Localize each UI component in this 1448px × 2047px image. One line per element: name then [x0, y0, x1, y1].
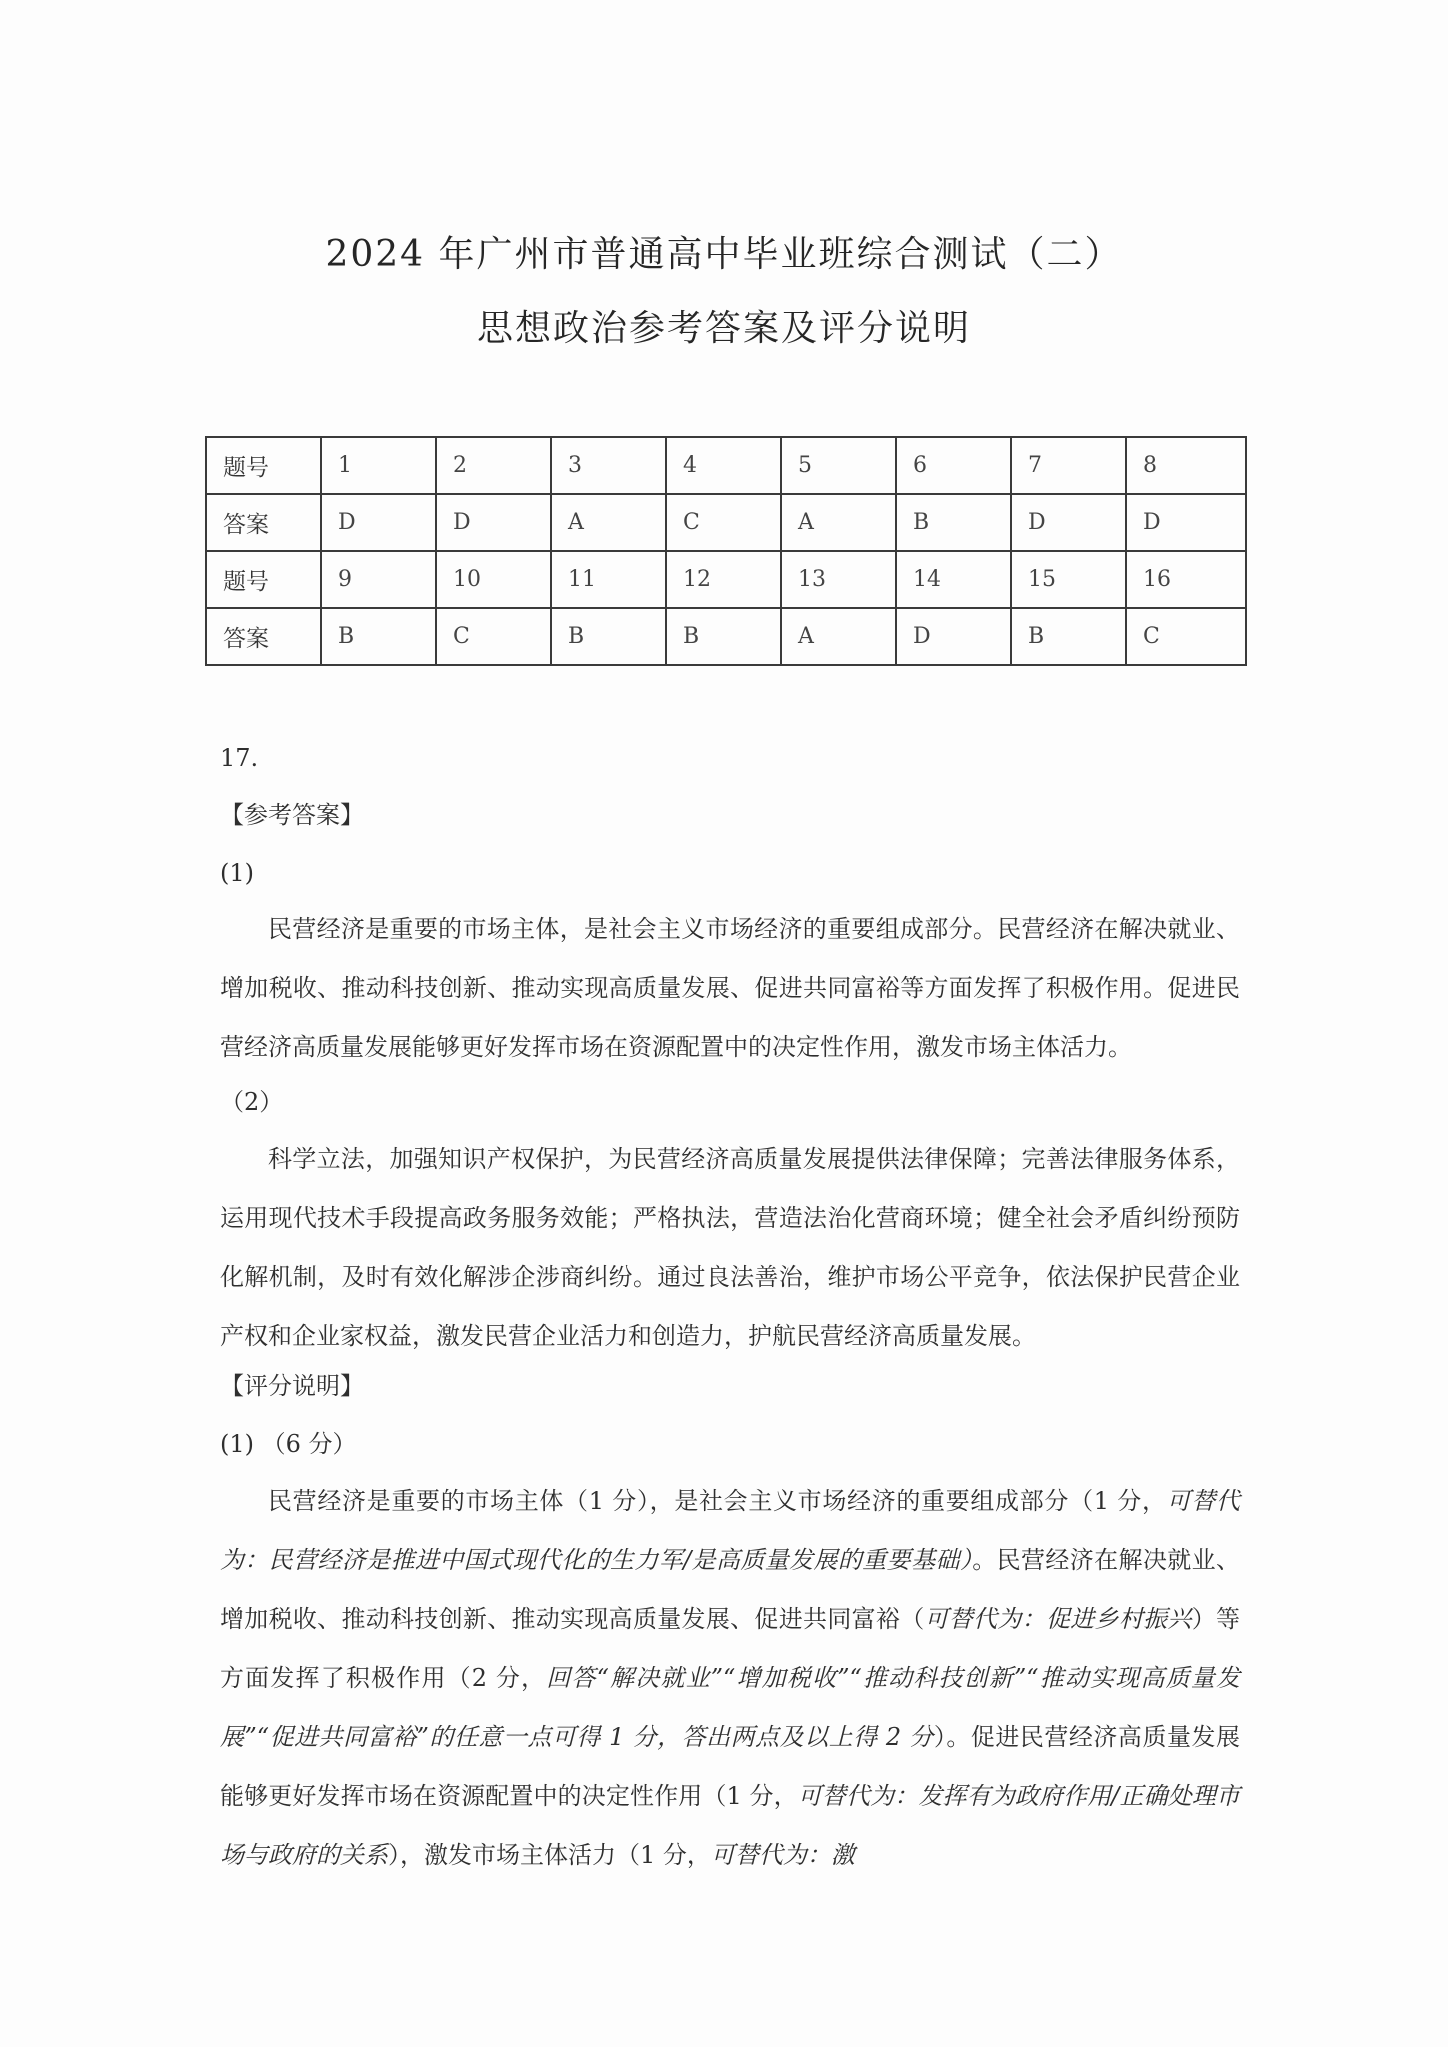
- table-cell: D: [1011, 494, 1126, 551]
- table-cell: 12: [666, 551, 781, 608]
- table-cell: 8: [1126, 437, 1246, 494]
- table-cell: B: [551, 608, 666, 665]
- table-cell: C: [436, 608, 551, 665]
- table-cell: 答案: [206, 494, 321, 551]
- table-cell: D: [321, 494, 436, 551]
- table-cell: 2: [436, 437, 551, 494]
- scoring-note: 回答“解决就业”“增加税收”“推动科技创新”“推动实现高质量发展”“促进共同富裕”的任意一点可得 1 分，答出两点及以上得 2 分: [220, 1664, 1240, 1751]
- table-cell: 3: [551, 437, 666, 494]
- table-cell: 题号: [206, 551, 321, 608]
- table-cell: 16: [1126, 551, 1246, 608]
- table-cell: 11: [551, 551, 666, 608]
- table-cell: 13: [781, 551, 896, 608]
- table-cell: 7: [1011, 437, 1126, 494]
- question-number: 17.: [220, 744, 259, 772]
- table-cell: 14: [896, 551, 1011, 608]
- scoring-text: 。民营经济在解决就业、增加税收、推动科技创新、推动实现高质量发展、促进共同富裕（: [220, 1546, 1240, 1633]
- answer-table: [205, 436, 1247, 666]
- table-cell: C: [666, 494, 781, 551]
- document-title: 2024 年广州市普通高中毕业班综合测试（二）: [325, 234, 1123, 275]
- table-cell: D: [436, 494, 551, 551]
- table-cell: A: [781, 494, 896, 551]
- table-cell: 9: [321, 551, 436, 608]
- table-row: [206, 494, 1246, 551]
- table-row: [206, 608, 1246, 665]
- part1-answer-paragraph: 民营经济是重要的市场主体，是社会主义市场经济的重要组成部分。民营经济在解决就业、增加税收、推动科技创新、推动实现高质量发展、促进共同富裕等方面发挥了积极作用。促进民营经济高质量发展能够更好发挥市场在资源配置中的决定性作用，激发市场主体活力。: [220, 915, 1240, 1061]
- document-subtitle: 思想政治参考答案及评分说明: [476, 308, 971, 349]
- scoring-text: ），激发市场主体活力（1 分，: [388, 1841, 711, 1869]
- reference-answer-heading: 【参考答案】: [220, 801, 364, 829]
- table-cell: B: [1011, 608, 1126, 665]
- table-cell: D: [896, 608, 1011, 665]
- table-cell: A: [551, 494, 666, 551]
- table-cell: A: [781, 608, 896, 665]
- table-cell: 答案: [206, 608, 321, 665]
- scoring-paragraph: [220, 1472, 1240, 1885]
- scoring-text: 民营经济是重要的市场主体（1 分），是社会主义市场经济的重要组成部分（1 分，: [268, 1487, 1167, 1515]
- scoring-alternative: 可替代为：民营经济是推进中国式现代化的生力军/是高质量发展的重要基础）: [220, 1487, 1240, 1574]
- table-cell: 6: [896, 437, 1011, 494]
- scoring-alternative: 可替代为：促进乡村振兴: [924, 1605, 1192, 1633]
- table-cell: B: [896, 494, 1011, 551]
- scoring-alternative: 可替代为：激: [710, 1841, 855, 1869]
- table-row: [206, 551, 1246, 608]
- table-cell: 10: [436, 551, 551, 608]
- table-cell: D: [1126, 494, 1246, 551]
- table-cell: 题号: [206, 437, 321, 494]
- scoring-text: ）等方面发挥了积极作用（2 分，: [220, 1605, 1241, 1692]
- table-cell: B: [666, 608, 781, 665]
- table-cell: B: [321, 608, 436, 665]
- table-cell: 5: [781, 437, 896, 494]
- scoring-text: ）。促进民营经济高质量发展能够更好发挥市场在资源配置中的决定性作用（1 分，: [220, 1723, 1240, 1810]
- scoring-alternative: 可替代为：发挥有为政府作用/正确处理市场与政府的关系: [220, 1782, 1240, 1869]
- part2-label: （2）: [220, 1088, 284, 1116]
- scoring-part1-label: (1) （6 分）: [220, 1430, 357, 1458]
- scoring-heading: 【评分说明】: [220, 1372, 364, 1400]
- table-row: [206, 437, 1246, 494]
- part2-answer-paragraph: 科学立法，加强知识产权保护，为民营经济高质量发展提供法律保障；完善法律服务体系，运用现代技术手段提高政务服务效能；严格执法，营造法治化营商环境；健全社会矛盾纠纷预防化解机制，及时有效化解涉企涉商纠纷。通过良法善治，维护市场公平竞争，依法保护民营企业产权和企业家权益，激发民营企业活力和创造力，护航民营经济高质量发展。: [220, 1145, 1240, 1350]
- table-cell: 1: [321, 437, 436, 494]
- table-cell: 15: [1011, 551, 1126, 608]
- table-cell: 4: [666, 437, 781, 494]
- table-cell: C: [1126, 608, 1246, 665]
- part1-label: (1): [220, 859, 254, 887]
